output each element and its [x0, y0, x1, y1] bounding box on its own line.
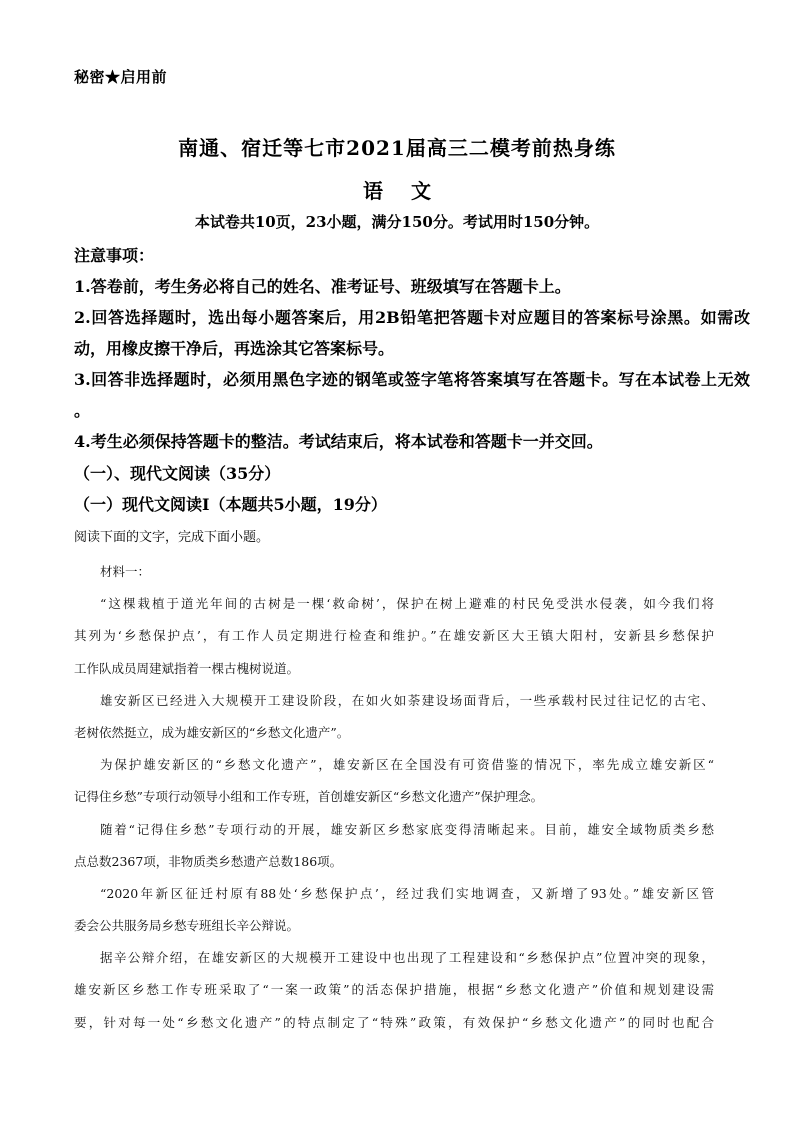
notice-heading: 注意事项：: [74, 246, 155, 265]
material-label: 材料一：: [100, 564, 151, 579]
notice-line: 。: [74, 401, 91, 420]
notice-line: 动，用橡皮擦干净后，再选涂其它答案标号。: [74, 339, 395, 358]
subject-title: 语文: [363, 179, 459, 203]
passage-line: 随着“记得住乡愁”专项行动的开展，雄安新区乡愁家底变得清晰起来。目前，雄安全域物质类乡愁: [100, 821, 714, 837]
confidential-mark: 秘密★启用前: [74, 68, 168, 86]
passage-line: 记得住乡愁”专项行动领导小组和工作专班，首创雄安新区“乡愁文化遗产”保护理念。: [74, 789, 544, 805]
reading-passage: [74, 556, 714, 1039]
notice-line: 1.答卷前，考生务必将自己的姓名、准考证号、班级填写在答题卡上。: [74, 277, 571, 296]
passage-line: 工作队成员周建斌指着一棵古槐树说道。: [74, 660, 300, 676]
passage-line: 点总数2367项，非物质类乡愁遗产总数186项。: [74, 853, 343, 869]
passage-line: 雄安新区乡愁工作专班采取了“一案一政策”的活态保护措施，根据“乡愁文化遗产”价值和规划建设需: [74, 982, 714, 998]
passage-line: “2020年新区征迁村原有88处‘乡愁保护点’，经过我们实地调查，又新增了93处。”雄安新区管: [100, 885, 714, 901]
passage-line: 老树依然挺立，成为雄安新区的“乡愁文化遗产”。: [74, 724, 350, 740]
notice-line: 3.回答非选择题时，必须用黑色字迹的钢笔或签字笔将答案填写在答题卡。写在本试卷上无效: [74, 370, 750, 389]
passage-line: 要，针对每一处“乡愁文化遗产”的特点制定了“特殊”政策，有效保护“乡愁文化遗产”的同时也配合: [74, 1014, 714, 1030]
section-heading: （一）、现代文阅读（35分）: [74, 464, 281, 483]
passage-line: “这棵栽植于道光年间的古树是一棵‘救命树’，保护在树上避难的村民免受洪水侵袭，如今我们将: [100, 596, 714, 612]
passage-line: 雄安新区已经进入大规模开工建设阶段，在如火如荼建设场面背后，一些承载村民过往记忆的古宅、: [100, 692, 714, 708]
page-title: 南通、宿迁等七市2021届高三二模考前热身练: [178, 136, 616, 160]
subsection-heading: （一）现代文阅读Ⅰ（本题共5小题，19分）: [74, 495, 387, 514]
passage-line: 为保护雄安新区的“乡愁文化遗产”，雄安新区在全国没有可资借鉴的情况下，率先成立雄安新区“: [100, 757, 714, 773]
passage-line: 其列为‘乡愁保护点’，有工作人员定期进行检查和维护。”在雄安新区大王镇大阳村，安新县乡愁保护: [74, 628, 714, 644]
reading-instruction: 阅读下面的文字，完成下面小题。: [74, 530, 270, 545]
notice-line: 2.回答选择题时，选出每小题答案后，用2B铅笔把答题卡对应题目的答案标号涂黑。如需改: [74, 308, 750, 327]
notice-line: 4.考生必须保持答题卡的整洁。考试结束后，将本试卷和答题卡一并交回。: [74, 432, 603, 451]
notice-section: [74, 240, 750, 457]
exam-info: 本试卷共10页，23小题，满分150分。考试用时150分钟。: [194, 213, 600, 231]
passage-line: 据辛公辩介绍，在雄安新区的大规模开工建设中也出现了工程建设和“乡愁保护点”位置冲突的现象，: [100, 950, 714, 966]
passage-line: 委会公共服务局乡愁专班组长辛公辩说。: [74, 918, 300, 934]
